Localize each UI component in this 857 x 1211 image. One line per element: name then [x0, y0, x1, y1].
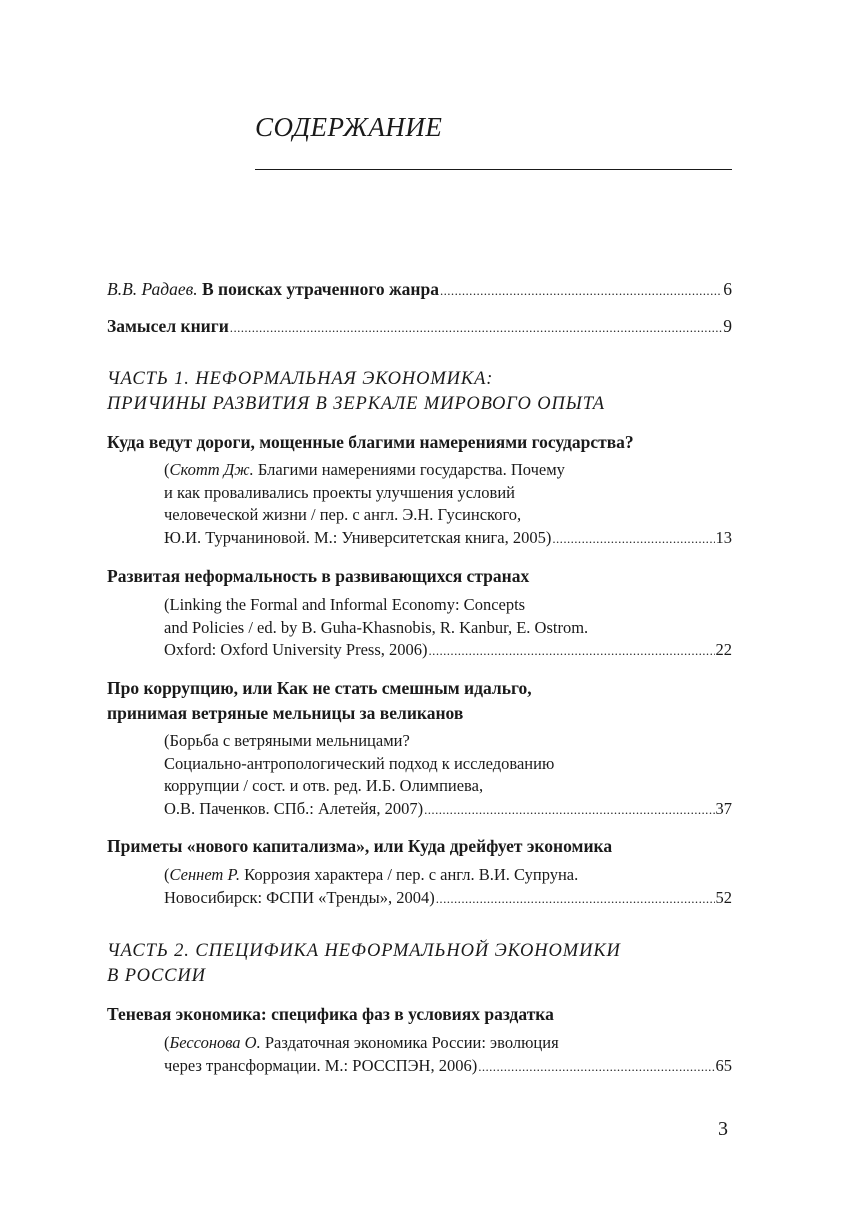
ref-author: Скотт Дж. — [169, 460, 254, 479]
chapter-title-3-line2[interactable]: принимая ветряные мельницы за великанов — [107, 703, 464, 723]
leader-dots — [424, 798, 714, 822]
chapter-title-3-line1[interactable]: Про коррупцию, или Как не стать смешным идальго, — [107, 678, 532, 698]
leader-dots — [478, 1055, 714, 1079]
leader-dots — [429, 639, 715, 663]
chapter-ref-2: (Linking the Formal and Informal Economy: Concepts and Policies / ed. by B. Guha-Khasnobis, R. Kanbur, E. Ostrom. Oxford: Oxford University Press, 2006) ..... 22 — [164, 594, 732, 663]
preface-author: В.В. Радаев. — [107, 279, 198, 299]
chapter-title-4[interactable]: Приметы «нового капитализма», или Куда дрейфует экономика — [107, 836, 613, 856]
leader-dots — [230, 314, 722, 340]
part1-heading-line1: ЧАСТЬ 1. НЕФОРМАЛЬНАЯ ЭКОНОМИКА: — [107, 369, 494, 389]
chapter-page-4: 52 — [715, 887, 732, 907]
chapter-ref-1: (Скотт Дж. Благими намерениями государства. Почему и как проваливались проекты улучшения условий человеческой жизни / пер. с англ. Э.Н. Гусинского, Ю.И. Турчаниновой. М.: Университетская книга, 2005) ..... 13 — [164, 459, 732, 551]
part2-heading-line1: ЧАСТЬ 2. СПЕЦИФИКА НЕФОРМАЛЬНОЙ ЭКОНОМИКИ — [107, 941, 621, 961]
toc-entry-concept[interactable] — [107, 314, 732, 340]
chapter-title-2[interactable]: Развитая неформальность в развивающихся странах — [107, 566, 530, 586]
concept-title: Замысел книги — [107, 316, 229, 336]
chapter-title-5[interactable]: Теневая экономика: специфика фаз в условиях раздатка — [107, 1004, 554, 1024]
leader-dots — [552, 527, 714, 551]
part2-heading-line2: В РОССИИ — [107, 966, 206, 986]
leader-dots — [440, 277, 722, 303]
chapter-page-5: 65 — [715, 1055, 732, 1075]
page-title: СОДЕРЖАНИЕ — [255, 112, 443, 142]
toc-entry-preface[interactable] — [107, 277, 732, 303]
chapter-page-1: 13 — [715, 528, 732, 548]
part1-heading-line2: ПРИЧИНЫ РАЗВИТИЯ В ЗЕРКАЛЕ МИРОВОГО ОПЫТА — [107, 394, 606, 414]
ref-author: Бессонова О. — [169, 1033, 261, 1052]
preface-title: В поисках утраченного жанра — [202, 279, 439, 299]
chapter-title-1[interactable]: Куда ведут дороги, мощенные благими намерениями государства? — [107, 432, 634, 452]
title-rule — [255, 169, 732, 170]
chapter-page-3: 37 — [715, 799, 732, 819]
page-number: 3 — [718, 1118, 728, 1140]
leader-dots — [436, 887, 715, 911]
ref-author: Сеннет Р. — [169, 865, 241, 884]
chapter-page-2: 22 — [715, 640, 732, 660]
chapter-ref-5: (Бессонова О. Раздаточная экономика России: эволюция через трансформации. М.: РОССПЭН, 2006) ..... 65 — [164, 1032, 732, 1078]
chapter-ref-4: (Сеннет Р. Коррозия характера / пер. с англ. В.И. Супруна. Новосибирск: ФСПИ «Тренды», 2004) ..... 52 — [164, 864, 732, 910]
chapter-ref-3: (Борьба с ветряными мельницами? Социально-антропологический подход к исследованию коррупции / сост. и отв. ред. И.Б. Олимпиева, О.В. Паченков. СПб.: Алетейя, 2007) ..... 37 — [164, 730, 732, 822]
concept-page: 9 — [723, 316, 732, 336]
preface-page: 6 — [723, 279, 732, 299]
